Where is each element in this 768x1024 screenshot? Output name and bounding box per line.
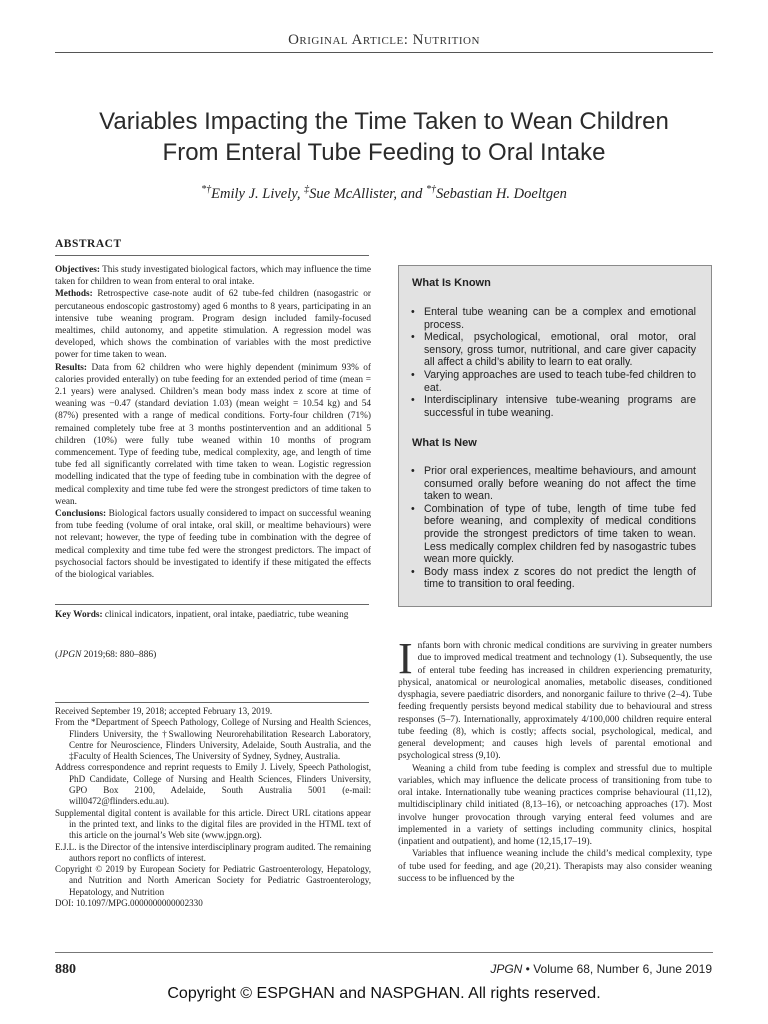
title-line-1: Variables Impacting the Time Taken to Wean Children — [99, 108, 669, 135]
author-2: Sue McAllister, and — [309, 185, 426, 202]
objectives-text: This study investigated biological factors, which may influence the time taken for children to wean from enteral to oral intake. — [55, 265, 371, 288]
journal-name: JPGN — [490, 962, 523, 976]
abstract-rule — [55, 255, 369, 256]
drop-cap: I — [398, 634, 413, 683]
body-paragraph-2: Weaning a child from tube feeding is complex and stressful due to multiple variables, which may influence the delicate process of transitioning from tube to oral intake. Internationally tube weaning practices comprise behavioural (11,12), multidisciplinary child initiated (8,13–16), or netcoaching approaches (17). Most involve hunger provocation through varying enteral feed volumes and are implemented in a variety of settings including community clinics, hospital (inpatient and outpatient), and home (12,15,17–19). — [398, 763, 712, 847]
results-label: Results: — [55, 362, 88, 373]
citation — [55, 650, 156, 660]
objectives-label: Objectives: — [55, 265, 100, 275]
known-item: • Varying approaches are used to teach tube-fed children to eat. — [411, 369, 696, 394]
new-item: • Body mass index z scores do not predict the length of time to transition to oral feeding. — [411, 566, 696, 591]
footer-rule — [55, 952, 713, 953]
conclusions-text: Biological factors usually considered to impact on successful weaning from tube feeding (volume of oral intake, oral skill, or mealtime behaviours) were not relevant; however, the type of feeding tube in combination with the degree of medical complexity and time tube fed were the strongest predictors. The impact of psychosocial factors should be investigated to identify if these mitigated the effects of the biological variables. — [55, 509, 371, 581]
author-1-affiliation: *† — [201, 184, 212, 195]
abstract-objectives — [55, 264, 371, 288]
known-item: • Enteral tube weaning can be a complex and emotional process. — [411, 306, 696, 331]
conclusions-label: Conclusions: — [55, 509, 107, 520]
known-heading: What Is Known — [412, 277, 491, 289]
keywords-text: clinical indicators, inpatient, oral intake, paediatric, tube weaning — [102, 610, 349, 620]
footnote-supplemental: Supplemental digital content is available for this article. Direct URL citations appear in the printed text, and links to the digital files are provided in the HTML text of this article on the journal’s Web site (www.jpgn.org). — [55, 807, 371, 841]
page-number: 880 — [55, 962, 76, 977]
known-list — [411, 306, 696, 419]
keywords-label: Key Words: — [55, 610, 103, 620]
article-title — [40, 106, 728, 168]
title-line-2: From Enteral Tube Feeding to Oral Intake — [162, 139, 606, 166]
methods-label: Methods: — [55, 289, 93, 300]
journal-info — [490, 962, 712, 976]
new-list — [411, 465, 696, 591]
footnotes — [55, 706, 371, 909]
new-heading: What Is New — [412, 437, 477, 449]
body-paragraph-3: Variables that influence weaning include the child’s medical complexity, type of tube used for feeding, and age (20,21). Therapists may also consider weaning success to be influenced by the — [398, 849, 712, 884]
results-text: Data from 62 children who were highly dependent (minimum 93% of calories provided enterally) on tube feeding for an extended period of time (mean = 2.1 years) were analysed. Children’s mean body mass index z score at time of weaning was −0.47 (standard deviation 1.03) (mean weight = 10.54 kg) and 54 (87%) presented with a range of medical conditions. Forty-four children (71%) remained completely tube free at 3 months postintervention and an additional 5 children (10%) were fully tube weaned within 10 months of program commencement. Type of feeding tube, medical complexity, age, and length of time tube fed all significantly correlated with time taken to wean. Logistic regression modelling indicated that the type of feeding tube in combination with the degree of medical complexity and time tube fed were the strongest predictors of time taken to wean. — [55, 362, 371, 507]
author-1: Emily J. Lively, — [211, 185, 305, 202]
methods-text: Retrospective case-note audit of 62 tube-fed children (nasogastric or percutaneous endoscopic gastrostomy) aged 6 months to 8 years, participating in an intensive tube weaning program. Program design included family-focused mealtimes, child autonomy, and appetite stimulation. A regression model was developed, which shows the combination of variables with the most predictive power for time taken to wean. — [55, 289, 371, 361]
journal-issue: • Volume 68, Number 6, June 2019 — [522, 962, 712, 976]
footnote-copyright: Copyright © 2019 by European Society for Pediatric Gastroenterology, Hepatology, and Nutrition and North American Society for Pediatric Gastroenterology, Hepatology, and Nutrition — [55, 864, 371, 897]
what-is-known-box — [398, 265, 712, 607]
keywords — [55, 609, 371, 621]
abstract-conclusions — [55, 508, 371, 581]
abstract-results — [55, 362, 371, 508]
known-item: • Medical, psychological, emotional, oral motor, oral sensory, gross tumor, nutritional, and care giver capacity all affect a child’s ability to learn to eat orally. — [411, 331, 696, 369]
copyright-banner: Copyright © ESPGHAN and NASPGHAN. All rights reserved. — [167, 985, 601, 1002]
author-2-affiliation: ‡ — [304, 184, 310, 195]
new-item: • Prior oral experiences, mealtime behaviours, and amount consumed orally before weaning do not affect the time taken to wean. — [411, 465, 696, 503]
footnote-conflicts: E.J.L. is the Director of the intensive interdisciplinary program audited. The remaining authors report no conflicts of interest. — [55, 841, 371, 863]
citation-journal: JPGN — [58, 650, 82, 660]
body-paragraph-1-text: nfants born with chronic medical conditions are surviving in greater numbers due to improved medical treatment and technology (1). Subsequently, the use of enteral tube feeding has increased in children experiencing prematurity, physical, anatomical or neurological anomalies, metabolic diseases, conditioned dysphagia, severe paediatric disorders, and nonorganic failure to thrive (2–4). Tube feeding frequently persists beyond medical stability due to behavioural and stress responses (5–7). Internationally, approximately 4/100,000 children require enteral tube feeding (8), which is costly; affects social, psychological, medical, and general development; and causes high levels of parental emotional and psychological stress (9,10). — [398, 641, 712, 762]
author-3: Sebastian H. Doeltgen — [435, 185, 567, 202]
abstract-heading: ABSTRACT — [55, 238, 122, 250]
abstract-body — [55, 264, 371, 581]
keywords-rule — [55, 604, 369, 605]
running-head: Original Article: Nutrition — [288, 32, 480, 48]
footnote-doi: DOI: 10.1097/MPG.0000000000002330 — [55, 898, 203, 909]
footnote-received: Received September 19, 2018; accepted February 13, 2019. — [55, 706, 273, 716]
body-paragraph-1 — [398, 634, 712, 763]
known-item: • Interdisciplinary intensive tube-weaning programs are successful in tube weaning. — [411, 394, 696, 419]
citation-rest: 2019;68: 880–886) — [81, 650, 157, 660]
footnote-rule — [55, 702, 369, 703]
author-list — [40, 184, 728, 203]
body-text — [398, 634, 712, 885]
footnote-correspondence: Address correspondence and reprint requests to Emily J. Lively, Speech Pathologist, PhD Candidate, College of Nursing and Health Sciences, Flinders University, GPO Box 2100, Adelaide, South Australia 5001 (e-mail: will0472@flinders.edu.au). — [55, 762, 371, 807]
header-rule — [55, 52, 713, 53]
abstract-methods — [55, 288, 371, 361]
citation-open: ( — [55, 650, 59, 660]
footnote-affiliations: From the *Department of Speech Pathology, College of Nursing and Health Sciences, Flinders University, the †Swallowing Neurorehabilitation Research Laboratory, Centre for Neuroscience, Flinders University, Adelaide, South Australia, and the ‡Faculty of Health Sciences, The University of Sydney, Sydney, Australia. — [55, 717, 371, 762]
new-item: • Combination of type of tube, length of time tube fed before weaning, and complexity of medical conditions provide the strongest predictors of time taken to wean. Less medically complex children fed by nasogastric tubes wean more quickly. — [411, 503, 696, 566]
author-3-affiliation: *† — [425, 184, 436, 195]
